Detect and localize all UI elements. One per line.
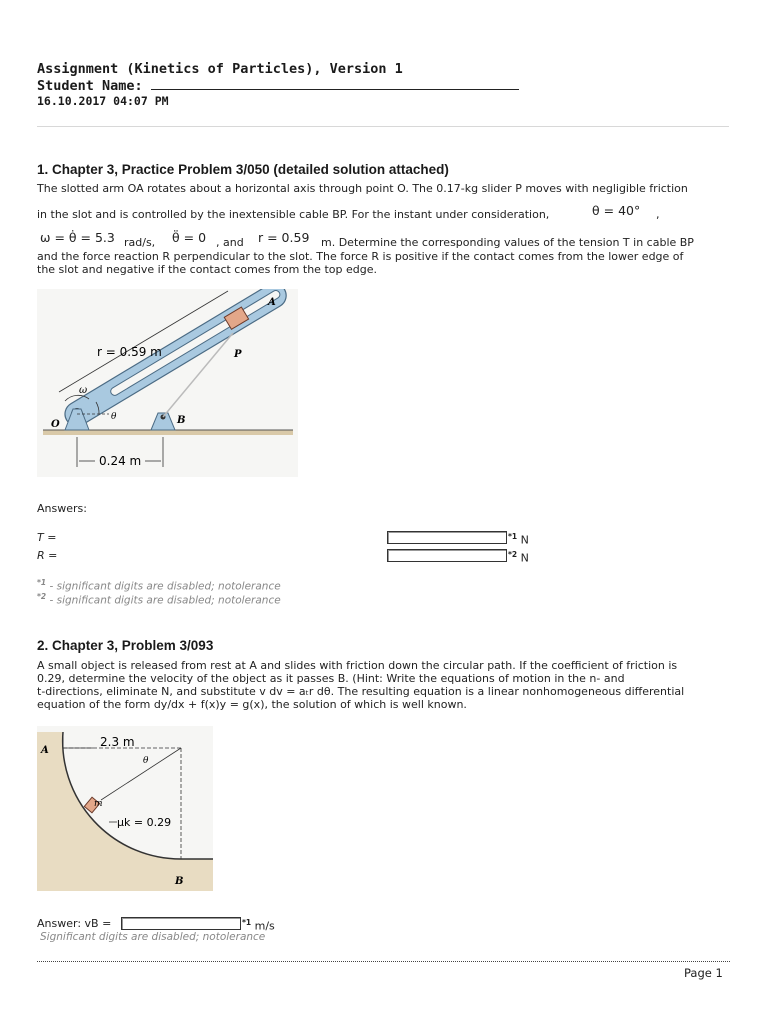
- label-b2: B: [175, 876, 184, 887]
- q1-title: 1. Chapter 3, Practice Problem 3/050 (detailed solution attached): [37, 162, 449, 177]
- footnote-1: $^{*1}$ - significant digits are disabled; notolerance: [37, 578, 281, 593]
- q2-title: 2. Chapter 3, Problem 3/093: [37, 638, 214, 653]
- label-theta2: θ: [143, 756, 149, 766]
- answer-r-input[interactable]: [387, 549, 507, 562]
- label-theta: θ: [111, 412, 117, 422]
- ground: [43, 430, 293, 435]
- q1-text-line5: the slot and negative if the contact comes from the top edge.: [37, 263, 377, 276]
- answer-t-unit-row: [508, 530, 529, 547]
- radius-label: 2.3 m: [100, 735, 135, 749]
- q1-text-line2: in the slot and is controlled by the inextensible cable BP. For the instant under consideration,: [37, 208, 550, 221]
- q1-text-line1: The slotted arm OA rotates about a horizontal axis through point O. The 0.17-kg slider P moves with negligible friction: [37, 182, 688, 195]
- q2-figure: [37, 726, 213, 891]
- r-label: r = 0.59 m: [97, 345, 162, 359]
- student-name-label: Student Name:: [37, 78, 143, 94]
- q1-rads: rad/s,: [124, 236, 156, 249]
- footer-divider: [37, 961, 730, 962]
- q1-answers-label: Answers:: [37, 502, 87, 515]
- q1-thetadd-value: θ̈ = 0: [172, 230, 207, 245]
- footnote-2: $^{*2}$ - significant digits are disabled; notolerance: [37, 592, 281, 607]
- q1-r-value: r = 0.59: [258, 230, 310, 245]
- assignment-title: Assignment (Kinetics of Particles), Version 1: [37, 61, 403, 77]
- mu-label: μk = 0.29: [117, 816, 172, 829]
- q2-text-line4: equation of the form dy/dx + f(x)y = g(x), the solution of which is well known.: [37, 698, 467, 711]
- label-p: P: [234, 349, 242, 360]
- answer-t-unit: N: [520, 533, 529, 547]
- assignment-date: 16.10.2017 04:07 PM: [37, 94, 169, 108]
- answer-vb-input[interactable]: [121, 917, 241, 930]
- dist-label: 0.24 m: [99, 454, 142, 468]
- slotted-arm: [61, 289, 291, 430]
- q1-text-line3: m. Determine the corresponding values of the tension T in cable BP: [321, 236, 694, 249]
- header-divider: [37, 126, 729, 127]
- answer-t-input[interactable]: [387, 531, 507, 544]
- q1-comma: ,: [656, 208, 660, 221]
- label-b: B: [177, 415, 186, 426]
- student-name-line: [151, 77, 519, 90]
- q1-text-line4: and the force reaction R perpendicular to the slot. The force R is positive if the contact comes from the lower edge of: [37, 250, 684, 263]
- q1-figure: [37, 289, 298, 477]
- answer-vb-unit: m/s: [254, 919, 275, 933]
- q1-and: , and: [216, 236, 244, 249]
- answer-r-unit-row: [508, 548, 529, 565]
- label-o: O: [51, 419, 60, 430]
- page-number: Page 1: [684, 966, 723, 980]
- student-name-row: [37, 77, 519, 94]
- label-m: m: [94, 799, 103, 809]
- q1-omega-value: ω = θ̇ = 5.3: [40, 230, 115, 245]
- q2-text-line3: t-directions, eliminate N, and substitute v dv = aₜr dθ. The resulting equation is a linear nonhomogeneous differential: [37, 685, 685, 698]
- q2-footnote: Significant digits are disabled; notolerance: [40, 931, 266, 943]
- answer-t-marker: *1: [508, 532, 518, 541]
- q1-theta-value: θ = 40°: [592, 203, 641, 218]
- answer-r-unit: N: [520, 551, 529, 565]
- angle-line: [101, 748, 181, 800]
- q1-figure-svg: [37, 289, 298, 477]
- answer-t-label: T =: [37, 531, 57, 544]
- label-omega: ω: [79, 385, 88, 396]
- answer-r-label: R =: [37, 549, 58, 562]
- answer-vb-marker: *1: [242, 918, 252, 927]
- q2-figure-svg: [37, 726, 213, 891]
- q2-answer-label: Answer: vB =: [37, 917, 112, 930]
- answer-r-marker: *2: [508, 550, 518, 559]
- label-a: A: [268, 297, 276, 308]
- q2-text-line1: A small object is released from rest at A and slides with friction down the circular path. If the coefficient of friction is: [37, 659, 678, 672]
- label-a2: A: [41, 745, 49, 756]
- q2-text-line2: 0.29, determine the velocity of the object as it passes B. (Hint: Write the equations of motion in the n- and: [37, 672, 625, 685]
